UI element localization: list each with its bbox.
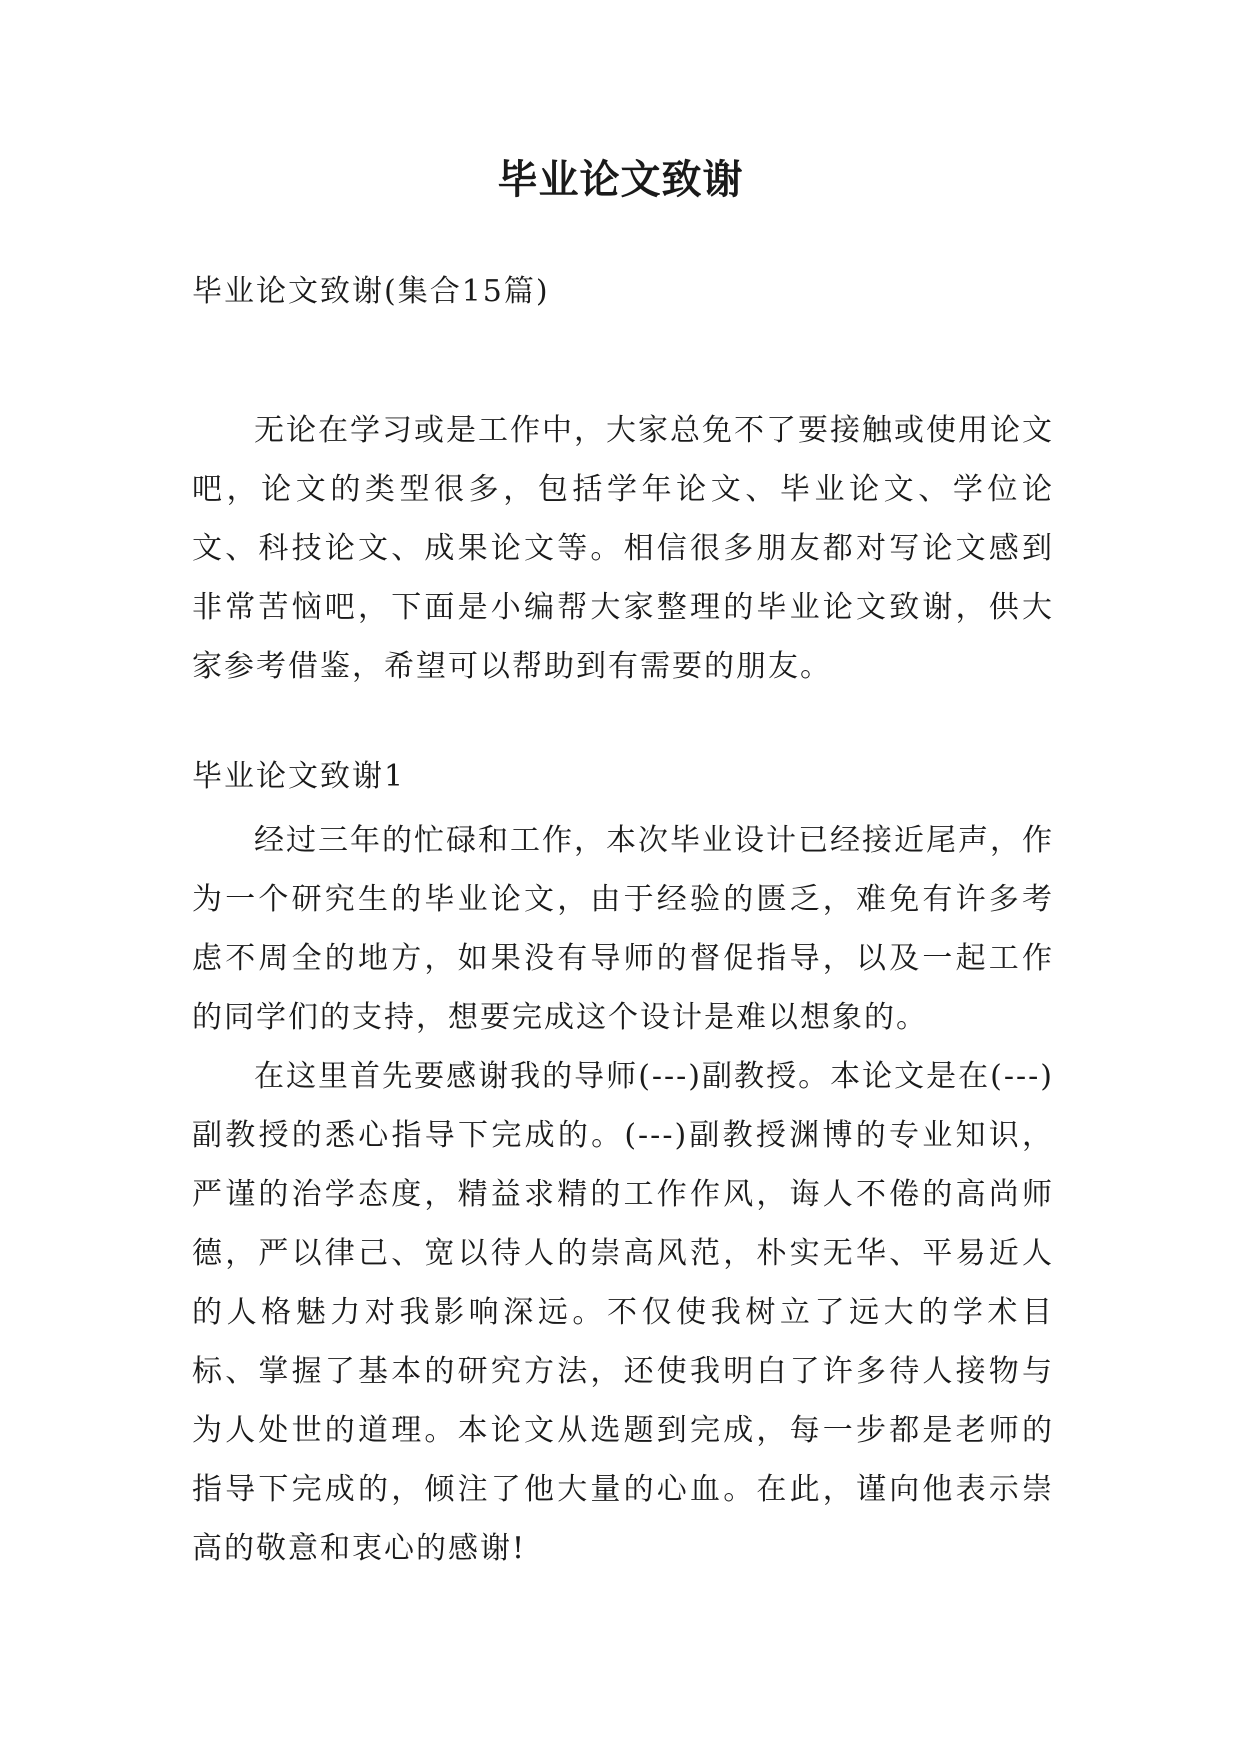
section-heading-text: 毕业论文致谢1 [192,759,406,794]
intro-paragraph: 无论在学习或是工作中，大家总免不了要接触或使用论文吧，论文的类型很多，包括学年论文、毕业论文、学位论文、科技论文、成果论文等。相信很多朋友都对写论文感到非常苦恼吧，下面是小编帮大家整理的毕业论文致谢，供大家参考借鉴，希望可以帮助到有需要的朋友。 [192,413,1054,684]
document-subtitle [192,262,1054,321]
subtitle-text: 毕业论文致谢(集合15篇) [192,274,550,309]
section-1-heading [192,747,1054,806]
body-paragraph-1: 经过三年的忙碌和工作，本次毕业设计已经接近尾声，作为一个研究生的毕业论文，由于经验的匮乏，难免有许多考虑不周全的地方，如果没有导师的督促指导，以及一起工作的同学们的支持，想要完成这个设计是难以想象的。 [192,823,1054,1035]
section-1-body [192,811,1054,1578]
intro-section [192,401,1054,696]
page-title: 毕业论文致谢 [497,157,744,203]
body-paragraph-2: 在这里首先要感谢我的导师(---)副教授。本论文是在(---)副教授的悉心指导下完成的。(---)副教授渊博的专业知识，严谨的治学态度，精益求精的工作作风，诲人不倦的高尚师德，严以律己、宽以待人的崇高风范，朴实无华、平易近人的人格魅力对我影响深远。不仅使我树立了远大的学术目标、掌握了基本的研究方法，还使我明白了许多待人接物与为人处世的道理。本论文从选题到完成，每一步都是老师的指导下完成的，倾注了他大量的心血。在此，谨向他表示崇高的敬意和衷心的感谢! [192,1059,1054,1566]
